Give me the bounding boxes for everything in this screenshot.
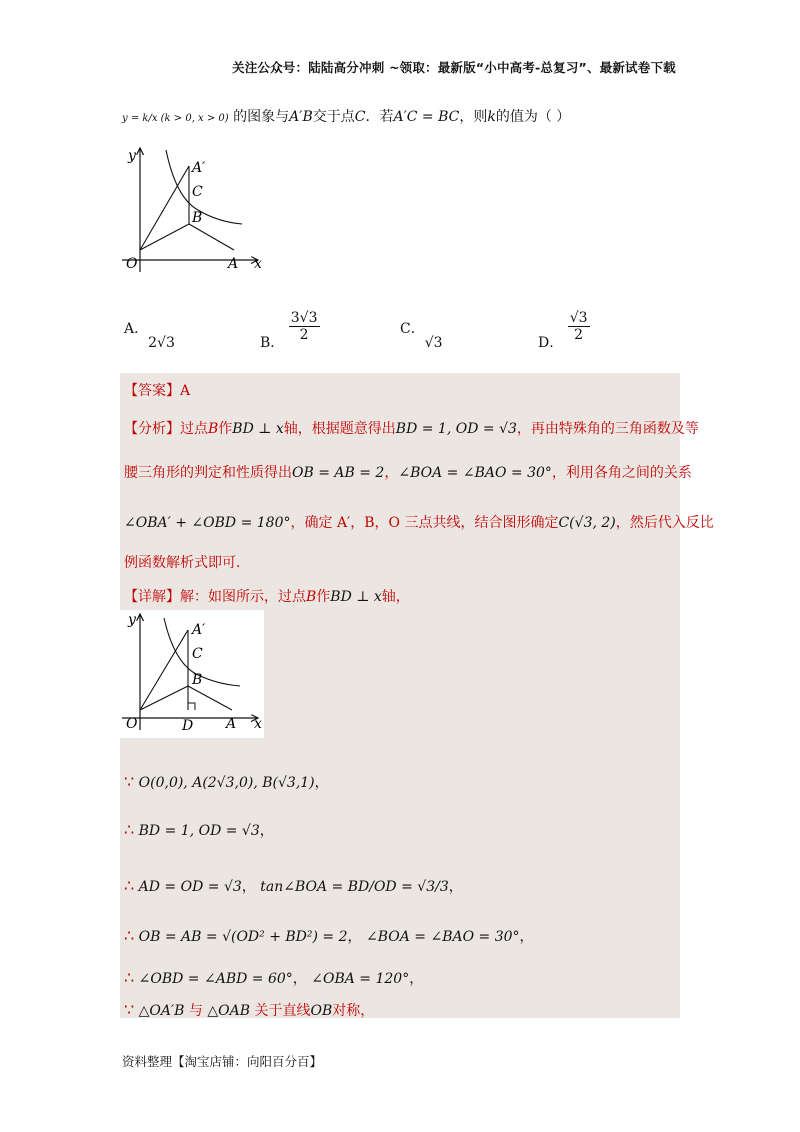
label-a: A [226,716,237,732]
label-c: C [192,184,203,200]
option-b: B． $\frac{3√3}{2}$ [260,310,318,351]
label-x: x [254,256,262,272]
analysis-line-3: ∠OBA′ + ∠OBD = 180°，确定 A′，B，O 三点共线，结合图形确定C(√3, 2)，然后代入反比 [124,515,714,531]
question-text: y = k/x (k > 0, x > 0) 的图象与A′B交于点C．若A′C = BC，则k的值为（ ） [122,109,571,125]
analysis-line-4: 例函数解析式即可． [124,555,250,571]
option-a: A．2√3 [124,321,175,351]
step-1: ∵ O(0,0), A(2√3,0), B(√3,1)， [124,772,329,791]
step-6: ∵ △OA′B 与 △OAB 关于直线OB对称， [124,1000,375,1019]
label-o: O [126,716,138,732]
detail-line: 【详解】解：如图所示，过点B作BD ⊥ x轴， [124,589,410,605]
label-aprime: A′ [192,160,206,176]
page-footer: 资料整理【淘宝店铺：向阳百分百】 [122,1054,323,1069]
question-figure [118,138,268,278]
label-b: B [192,210,203,226]
step-3: ∴ AD = OD = √3， tan∠BOA = BD/OD = √3/3， [124,876,463,895]
step-2: ∴ BD = 1, OD = √3， [124,820,274,839]
label-d: D [182,718,194,734]
label-y: y [128,612,136,628]
label-c: C [192,646,203,662]
option-c: C．√3 [400,321,443,351]
analysis-line-1: 【分析】过点B作BD ⊥ x轴，根据题意得出BD = 1, OD = √3，再由特殊角的三角函数及等 [124,421,699,437]
label-y: y [128,148,136,164]
detail-figure [118,606,268,740]
analysis-line-2: 腰三角形的判定和性质得出OB = AB = 2，∠BOA = ∠BAO = 30°，利用各角之间的关系 [124,465,692,481]
step-4: ∴ OB = AB = √(OD² + BD²) = 2， ∠BOA = ∠BAO = 30°， [124,926,534,945]
label-aprime: A′ [192,622,206,638]
page-header: 关注公众号：陆陆高分冲刺 ~领取：最新版“小中高考-总复习”、最新试卷下载 [232,60,676,75]
option-d: D． $\frac{√3}{2}$ [538,310,588,351]
segment-b-a [189,224,234,250]
right-angle-mark [188,703,195,710]
label-a: A [228,256,239,272]
label-x: x [254,716,262,732]
label-o: O [126,256,138,272]
step-5: ∴ ∠OBD = ∠ABD = 60°， ∠OBA = 120°， [124,968,424,987]
function-expression: y = k/x (k > 0, x > 0) [122,113,229,124]
answer-label: 【答案】A [124,383,191,399]
label-b: B [192,672,203,688]
